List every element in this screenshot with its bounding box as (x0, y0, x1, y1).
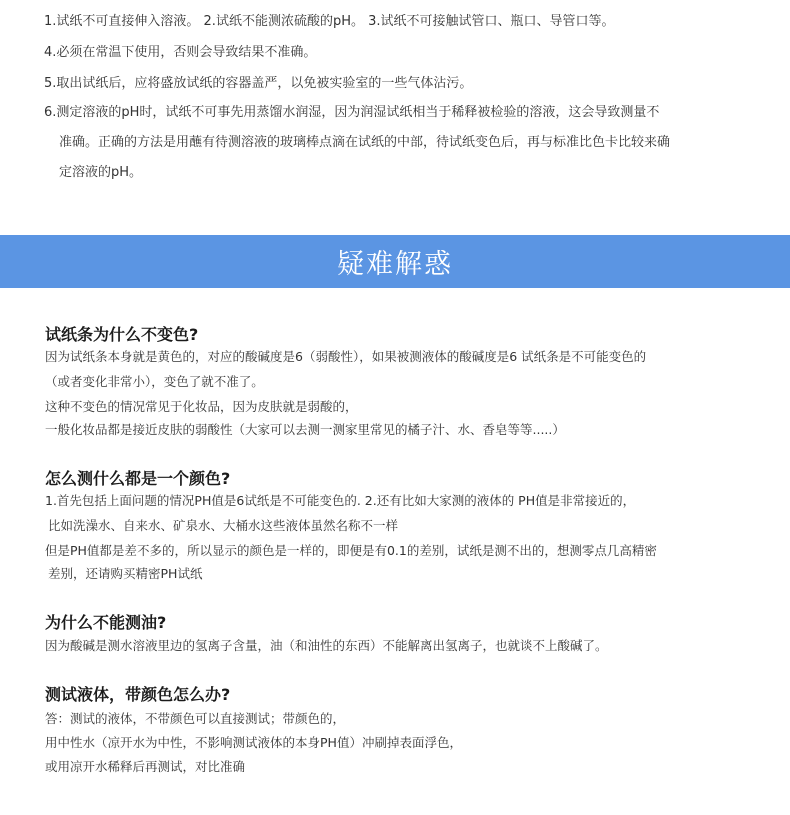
section-banner (0, 235, 790, 288)
note-line-1: 1.试纸不可直接伸入溶液。 2.试纸不能测浓硫酸的pH。 3.试纸不可接触试管口、瓶口、导管口等。 (44, 14, 615, 29)
faq-answer-2-line-2: 比如洗澡水、自来水、矿泉水、大桶水这些液体虽然名称不一样 (48, 518, 399, 533)
faq-answer-4-line-3: 或用凉开水稀释后再测试，对比准确 (45, 759, 246, 774)
faq-answer-4-line-2: 用中性水（凉开水为中性，不影响测试液体的本身PH值）冲刷掉表面浮色， (45, 735, 462, 750)
faq-answer-1-line-3: 这种不变色的情况常见于化妆品，因为皮肤就是弱酸的， (45, 399, 358, 414)
note-line-5: 准确。正确的方法是用蘸有待测溶液的玻璃棒点滴在试纸的中部，待试纸变色后，再与标准比色卡比较来确 (59, 135, 671, 150)
faq-question-2: 怎么测什么都是一个颜色? (45, 469, 231, 488)
faq-answer-3-line-1: 因为酸碱是测水溶液里边的氢离子含量，油（和油性的东西）不能解离出氢离子，也就谈不上酸碱了。 (45, 638, 608, 653)
faq-question-3: 为什么不能测油? (45, 613, 167, 632)
faq-answer-2-line-1: 1.首先包括上面问题的情况PH值是6试纸是不可能变色的. 2.还有比如大家测的液体的 PH值是非常接近的， (45, 493, 636, 508)
faq-answer-2-line-3: 但是PH值都是差不多的，所以显示的颜色是一样的，即便是有0.1的差别，试纸是测不出的，想测零点几高精密 (45, 543, 657, 558)
note-line-4: 6.测定溶液的pH时，试纸不可事先用蒸馏水润湿，因为润湿试纸相当于稀释被检验的溶液，这会导致测量不 (44, 105, 660, 120)
note-line-3: 5.取出试纸后，应将盛放试纸的容器盖严，以免被实验室的一些气体沾污。 (44, 76, 473, 91)
faq-question-1: 试纸条为什么不变色? (45, 325, 199, 344)
section-title: 疑难解惑 (337, 249, 453, 280)
faq-question-4: 测试液体，带颜色怎么办? (45, 685, 231, 704)
faq-answer-1-line-4: 一般化妆品都是接近皮肤的弱酸性（大家可以去测一测家里常见的橘子汁、水、香皂等等.....） (45, 422, 565, 437)
faq-answer-1-line-1: 因为试纸条本身就是黄色的，对应的酸碱度是6（弱酸性），如果被测液体的酸碱度是6 试纸条是不可能变色的 (45, 349, 647, 364)
note-line-6: 定溶液的pH。 (59, 165, 143, 180)
faq-answer-4-line-1: 答：测试的液体，不带颜色可以直接测试；带颜色的， (45, 711, 346, 726)
faq-answer-2-line-4: 差别，还请购买精密PH试纸 (48, 566, 203, 581)
note-line-2: 4.必须在常温下使用，否则会导致结果不准确。 (44, 45, 317, 60)
faq-answer-1-line-2: （或者变化非常小），变色了就不准了。 (45, 374, 264, 389)
